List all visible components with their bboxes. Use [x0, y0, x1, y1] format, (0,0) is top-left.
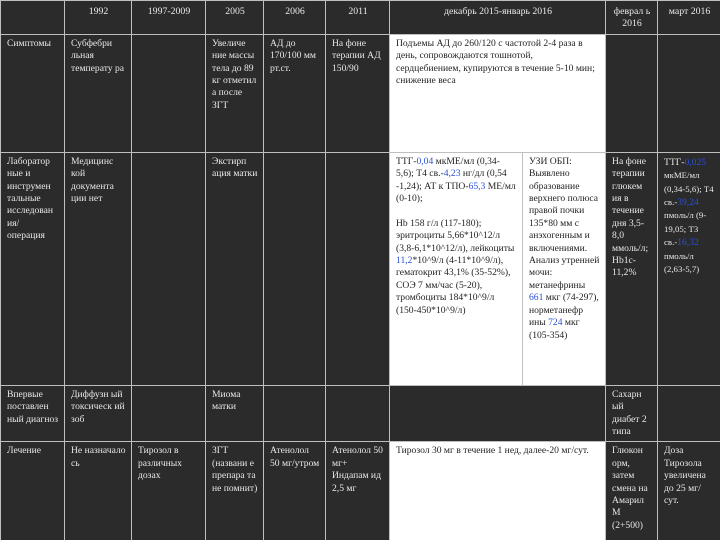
lab-tsh-label: ТТГ-: [396, 155, 417, 167]
symptoms-row: [1, 34, 720, 152]
cell-symptoms-2005: Увеличе ние массы тела до 89 кг отметил а после ЗГТ: [206, 34, 264, 152]
cell-symptoms-1997: [132, 34, 206, 152]
row-label-lab: Лаборатор ные и инструмен тальные исследован ия/ операция: [1, 152, 65, 385]
mar-t4-label: мкМЕ/мл (0,34-5,6); Т4 св.-: [664, 170, 714, 208]
cell-symptoms-mar2016: [658, 34, 720, 152]
lab-cbc-rest: *10^9/л (4-11*10^9/л), гематокрит 43,1% (35-52%), СОЭ 7 мм/час (5-20), тромбоциты 184*10^9/л (150-450*10^9/л): [396, 255, 511, 316]
cell-treat-dec2015: Тирозол 30 мг в течение 1 нед, далее-20 мг/сут.: [390, 442, 606, 540]
cell-first-2011: [326, 385, 390, 442]
cell-treat-feb2016: Глюкон орм, затем смена на Амарил М (2+500): [606, 442, 658, 540]
header-2006: 2006: [264, 1, 326, 35]
cell-treat-2011: Атенолол 50 мг+ Индапам ид 2,5 мг: [326, 442, 390, 540]
header-corner: [1, 1, 65, 35]
cell-lab-2011: [326, 152, 390, 385]
treatment-row: [1, 442, 720, 540]
cell-treat-1992: Не назначало сь: [65, 442, 132, 540]
lab-atpo-value: 65,3: [468, 180, 486, 192]
cell-symptoms-dec2015: Подъемы АД до 260/120 с частотой 2-4 раза в день, сопровождаются тошнотой, сердцебиением, купируются в течение 5-10 мин; снижение веса: [390, 34, 606, 152]
cell-lab-2005: Экстирп ация матки: [206, 152, 264, 385]
cell-first-dec2015: [390, 385, 606, 442]
cell-first-1997: [132, 385, 206, 442]
header-2011: 2011: [326, 1, 390, 35]
lab-normetanephrine-range: мкг (105-354): [529, 317, 580, 341]
lab-atpo-label: нг/дл (0,54 -1,24); АТ к ТПО-: [396, 168, 507, 192]
lab-row: [1, 152, 720, 385]
cell-lab-feb2016: На фоне терапии глюкем ия в течение дня 3,5-8,0 ммоль/л; Hb1c-11,2%: [606, 152, 658, 385]
cell-symptoms-1992: Субфебри льная температу ра: [65, 34, 132, 152]
mar-tsh-value: 0,025: [684, 156, 707, 168]
cell-symptoms-2006: АД до 170/100 мм рт.ст.: [264, 34, 326, 152]
cell-first-1992: Диффузн ый токсическ ий зоб: [65, 385, 132, 442]
cell-lab-1992: Медицинс кой документа ции нет: [65, 152, 132, 385]
lab-metanephrine-value: 661: [529, 292, 544, 304]
cell-first-feb2016: Сахарн ый диабет 2 типа: [606, 385, 658, 442]
cell-treat-1997: Тирозол в различных дозах: [132, 442, 206, 540]
cell-lab-2006: [264, 152, 326, 385]
header-2005: 2005: [206, 1, 264, 35]
mar-tsh-label: ТТГ-: [664, 156, 685, 168]
header-dec-2015: декабрь 2015-январь 2016: [390, 1, 606, 35]
lab-wbc-value: 11,2: [396, 255, 413, 267]
cell-treat-2005: ЗГТ (названи е препара та не помнит): [206, 442, 264, 540]
cell-lab-mar2016: [658, 152, 720, 385]
lab-normetanephrine-text: мкг (74-297), норметанефр ины: [529, 292, 599, 329]
cell-symptoms-2011: На фоне терапии АД 150/90: [326, 34, 390, 152]
mar-t3-range: пмоль/л (2,63-5,7): [664, 250, 700, 275]
cell-treat-2006: Атенолол 50 мг/утром: [264, 442, 326, 540]
cell-lab-1997: [132, 152, 206, 385]
cell-lab-dec2015-imaging: [523, 152, 606, 385]
cell-first-2006: [264, 385, 326, 442]
row-label-first-diagnosis: Впервые поставлен ный диагноз: [1, 385, 65, 442]
cell-symptoms-feb2016: [606, 34, 658, 152]
cell-first-mar2016: [658, 385, 720, 442]
mar-t3-label: пмоль/л (9-19,05; Т3 св.-: [664, 210, 707, 248]
row-label-symptoms: Симптомы: [1, 34, 65, 152]
lab-t4-label: мкМЕ/мл (0,34-5,6); Т4 св.-: [396, 155, 500, 180]
header-feb-2016: феврал ь 2016: [606, 1, 658, 35]
header-1997-2009: 1997-2009: [132, 1, 206, 35]
mar-t3-value: 16,32: [677, 237, 699, 249]
cell-lab-dec2015-blood: [390, 152, 523, 385]
cell-first-2005: Миома матки: [206, 385, 264, 442]
lab-normetanephrine-value: 724: [548, 317, 563, 329]
mar-t4-value: 39,24: [677, 197, 699, 209]
header-1992: 1992: [65, 1, 132, 35]
header-row: [1, 1, 720, 35]
first-diagnosis-row: [1, 385, 720, 442]
header-mar-2016: март 2016: [658, 1, 720, 35]
lab-ultrasound-text: УЗИ ОБП: Выявлено образование верхнего полюса правой почки 135*80 мм с анэхогенным и включениями. Анализ утренней мочи: метанефрины: [529, 155, 600, 291]
row-label-treatment: Лечение: [1, 442, 65, 540]
lab-cbc-text: Hb 158 г/л (117-180); эритроциты 5,66*10^12/л (3,8-6,1*10^12/л), лейкоциты: [396, 217, 515, 254]
lab-atpo-units: МЕ/мл (0-10);: [396, 180, 516, 205]
lab-t4-value: 4,23: [443, 168, 461, 180]
cell-treat-mar2016: Доза Тирозола увеличена до 25 мг/сут.: [658, 442, 720, 540]
lab-tsh-value: 0,04: [416, 155, 434, 167]
